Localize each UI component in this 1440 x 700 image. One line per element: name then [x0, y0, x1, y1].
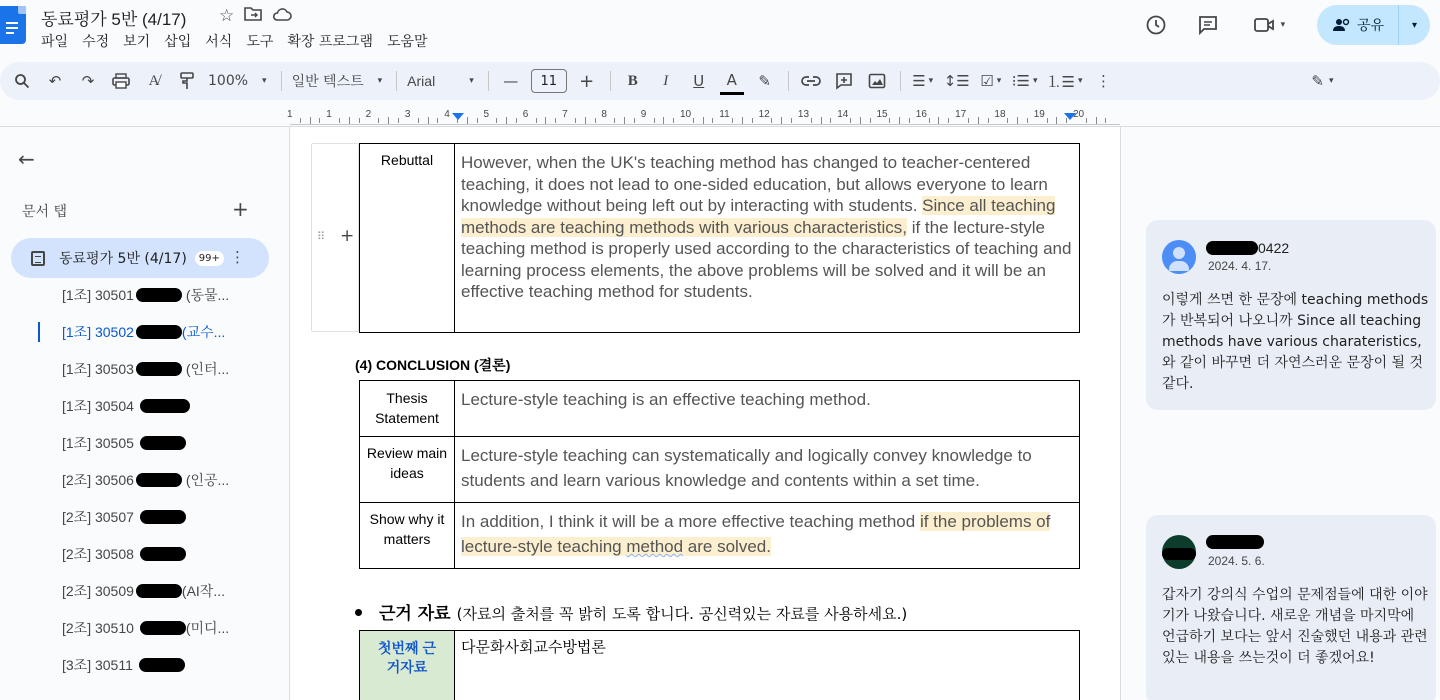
ruler-tick [388, 117, 389, 124]
text-run: In addition, I think it will be a more effective teaching method [461, 512, 920, 531]
ruler-tick [575, 118, 576, 123]
evidence-label[interactable]: 첫번째 근거자료 [360, 631, 455, 700]
ruler-number: 4 [444, 109, 450, 120]
redaction [140, 436, 186, 450]
sub-tab-label: [1조] 30501 [62, 287, 134, 303]
ruler-tick [310, 117, 311, 124]
comment-author [1206, 535, 1264, 549]
ruler-number: 6 [522, 109, 529, 120]
ruler-tick [1047, 118, 1048, 123]
sub-tab-suffix: (인공... [185, 472, 230, 488]
sub-tab-item-current[interactable] [0, 322, 290, 359]
share-main[interactable] [1317, 5, 1398, 45]
comment-count-badge: 99+ [195, 251, 224, 266]
ruler-tick [978, 117, 979, 124]
redaction [136, 473, 182, 487]
ruler-number: 3 [404, 109, 411, 120]
text-run: However, when the UK's teaching method has changed to teacher-centered teaching, it does not lead to one-sided education, but allows everyone to learn knowledge without being left out by interacting with students. [461, 153, 1048, 215]
avatar [1162, 535, 1196, 569]
move-folder-icon[interactable] [244, 6, 262, 26]
toolbar-divider [900, 71, 901, 91]
ruler-tick [585, 117, 586, 124]
ruler-tick [378, 118, 379, 123]
ruler-tick [929, 118, 930, 123]
ruler-tick [319, 118, 320, 123]
tab-options-icon[interactable]: ⋮ [230, 248, 245, 266]
comment-card[interactable] [1146, 220, 1436, 410]
share-label: 공유 [1356, 18, 1384, 34]
active-tab-label: 동료평가 5반 (4/17) [59, 251, 187, 267]
sub-tab-item[interactable] [0, 396, 290, 433]
ruler-tick [614, 118, 615, 123]
redaction [140, 547, 186, 561]
ruler-number: 11 [719, 109, 730, 120]
zoom-select[interactable] [208, 73, 267, 89]
ruler-tick [437, 118, 438, 123]
ruler-number: 13 [797, 109, 810, 120]
thesis-text[interactable]: Lecture-style teaching is an effective teaching method. [455, 381, 1080, 437]
spelling-suggestion[interactable]: method [626, 537, 684, 556]
ruler-tick [948, 118, 949, 123]
ruler-number: 1 [287, 109, 293, 120]
sub-tab-list [0, 285, 290, 692]
back-arrow-icon[interactable]: ← [18, 147, 35, 171]
sub-tab-suffix: (동물... [185, 287, 230, 303]
why-label[interactable]: Show why it matters [360, 503, 455, 569]
evidence-note: (자료의 출처를 꼭 밝히 도록 합니다. 공신력있는 자료를 사용하세요.) [456, 605, 908, 623]
top-right-actions [1143, 5, 1430, 45]
menu-format[interactable]: 서식 [205, 34, 233, 50]
ruler-tick [693, 118, 694, 123]
ruler-tick [654, 118, 655, 123]
ruler-tick [889, 118, 890, 123]
rebuttal-label[interactable]: Rebuttal [360, 144, 455, 333]
menu-insert[interactable]: 삽입 [164, 34, 192, 50]
ruler-baseline [290, 124, 1120, 125]
redaction [139, 658, 185, 672]
rebuttal-text[interactable] [455, 144, 1080, 333]
drag-handle-icon[interactable]: ⠿ [317, 230, 325, 243]
italic-icon[interactable]: I [663, 72, 669, 89]
sub-tab-item[interactable] [0, 507, 290, 544]
table-row [360, 503, 1080, 569]
table-row [360, 437, 1080, 503]
document-icon [31, 251, 45, 266]
title-bar [0, 0, 1440, 60]
ruler-number: 10 [680, 109, 692, 120]
ruler-tick [968, 118, 969, 123]
history-icon[interactable] [1143, 12, 1169, 38]
comment-card[interactable] [1146, 515, 1436, 700]
author-suffix: 0422 [1258, 240, 1290, 256]
sub-tab-label: [1조] 30505 [62, 435, 134, 451]
menu-extensions[interactable]: 확장 프로그램 [287, 34, 373, 50]
ruler-tick [752, 118, 753, 123]
cloud-status-icon[interactable] [272, 6, 292, 26]
ruler-tick [1017, 117, 1018, 124]
add-comment-icon[interactable] [832, 67, 856, 95]
ruler-tick [545, 117, 546, 124]
ruler-tick [496, 118, 497, 123]
redaction [140, 621, 186, 635]
people-icon [1333, 18, 1351, 32]
sub-tab-label: [2조] 30509 [62, 583, 134, 599]
docs-logo-icon[interactable] [0, 6, 26, 44]
checklist-icon[interactable]: ☑ ▾ [980, 72, 1002, 90]
sub-tab-label: [2조] 30508 [62, 546, 134, 562]
comment-date: 2024. 4. 17. [1208, 259, 1272, 273]
ruler-number: 7 [562, 109, 568, 120]
avatar [1162, 240, 1196, 274]
comment-date: 2024. 5. 6. [1208, 554, 1265, 568]
ruler-tick [418, 118, 419, 123]
ruler-tick [909, 118, 910, 123]
table-row [360, 381, 1080, 437]
toolbar-divider [788, 71, 789, 91]
style-select[interactable] [292, 71, 383, 91]
ruler-tick [988, 118, 989, 123]
sub-tab-item[interactable] [0, 655, 290, 692]
ruler-tick [1096, 117, 1097, 124]
ruler-tick [663, 117, 664, 124]
redaction [1206, 535, 1264, 549]
ruler-tick [634, 118, 635, 123]
share-button[interactable] [1317, 5, 1430, 45]
sub-tab-item[interactable] [0, 359, 290, 396]
undo-icon[interactable]: ↶ [48, 72, 62, 90]
table-row-handle[interactable] [311, 143, 359, 332]
ruler-tick [673, 118, 674, 123]
document-page[interactable] [291, 127, 1120, 700]
comments-icon[interactable] [1195, 12, 1221, 38]
link-icon[interactable] [799, 67, 823, 95]
share-dropdown-icon[interactable]: ▾ [1398, 5, 1430, 45]
underline-icon[interactable]: U [693, 72, 705, 90]
tabs-label: 문서 탭 [22, 204, 68, 220]
comment-body: 이렇게 쓰면 한 문장에 teaching methods가 반복되어 나오니까 Since all teaching methods have various charateristics, 와 같이 바꾸면 더 자연스러운 문장이 될 것 같다. [1162, 292, 1429, 392]
ruler-tick [938, 117, 939, 124]
insert-image-icon[interactable] [865, 67, 889, 95]
table-row [360, 144, 1080, 333]
toolbar-divider [488, 71, 489, 91]
review-label[interactable]: Review main ideas [360, 437, 455, 503]
menu-file[interactable]: 파일 [41, 34, 69, 50]
table-row [360, 631, 1080, 700]
menu-view[interactable]: 보기 [123, 34, 151, 50]
chevron-down-icon: ▾ [377, 76, 383, 86]
ruler-number: 12 [758, 109, 770, 120]
comment-author [1206, 240, 1289, 256]
sub-tab-suffix: (미디... [185, 620, 230, 636]
rebuttal-table [359, 143, 1080, 333]
why-text[interactable] [455, 503, 1080, 569]
add-tab-icon[interactable]: + [232, 197, 249, 221]
editing-mode-icon[interactable]: ✎ ▾ [1311, 72, 1334, 90]
redaction [1206, 241, 1258, 255]
decrease-font-size-icon[interactable]: — [503, 72, 519, 90]
spellcheck-icon[interactable]: A̸ [148, 72, 160, 89]
ruler-tick [516, 118, 517, 123]
menu-edit[interactable]: 수정 [82, 34, 110, 50]
toolbar-divider [281, 71, 282, 91]
ruler-tick [850, 118, 851, 123]
redaction [136, 362, 182, 376]
menu-bar [41, 31, 442, 51]
evidence-text[interactable]: 다문화사회교수방법론 [455, 631, 1080, 700]
ruler-tick [860, 117, 861, 124]
bullet-icon [355, 609, 362, 616]
active-tab[interactable] [11, 238, 269, 278]
ruler-tick [1086, 118, 1087, 123]
thesis-label[interactable]: Thesis Statement [360, 381, 455, 437]
sub-tab-label: [2조] 30506 [62, 472, 134, 488]
commented-text[interactable]: are solved. [683, 537, 771, 556]
sub-tab-item[interactable] [0, 618, 290, 655]
sub-tab-label: [2조] 30507 [62, 509, 134, 525]
sub-tab-label: [1조] 30504 [62, 398, 134, 414]
evidence-heading [355, 599, 907, 624]
sub-tab-label: [3조] 30511 [62, 657, 133, 673]
ruler-number: 19 [1033, 109, 1045, 120]
ruler-number: 16 [915, 109, 927, 120]
ruler-number: 5 [483, 109, 490, 120]
bold-icon[interactable]: B [627, 72, 638, 89]
ruler-number: 15 [876, 109, 888, 120]
sub-tab-item[interactable] [0, 581, 290, 618]
sub-tab-item[interactable] [0, 433, 290, 470]
ruler-number: 1 [326, 109, 332, 120]
ruler-tick [1105, 118, 1106, 123]
conclusion-heading: (4) CONCLUSION (결론) [355, 357, 511, 373]
meet-icon[interactable]: ▾ [1247, 12, 1291, 38]
menu-tools[interactable]: 도구 [246, 34, 274, 50]
ruler-tick [506, 117, 507, 124]
redo-icon[interactable]: ↷ [81, 72, 95, 90]
comment-body: 갑자기 강의식 수업의 문제점들에 대한 이야기가 나왔습니다. 새로운 개념을 마지막에 언급하기 보다는 앞서 진술했던 내용과 관련있는 내용을 쓰는것이 더 좋겠어요! [1162, 587, 1428, 666]
align-icon[interactable]: ☰ ▾ [912, 72, 934, 90]
redaction [140, 399, 190, 413]
ruler-tick [781, 117, 782, 124]
font-size-input[interactable]: 11 [531, 69, 567, 93]
text-run: if the lecture-style teaching method is properly used according to the characteristics of teaching and learning process elements, the above problems will be solved and it will be an effective teaching method for students. [461, 217, 1072, 301]
ruler-tick [398, 118, 399, 123]
redaction [140, 510, 186, 524]
redaction [136, 325, 182, 339]
chevron-down-icon: ▾ [469, 76, 474, 86]
sub-tab-item[interactable] [0, 544, 290, 581]
add-row-icon[interactable]: + [340, 226, 355, 246]
ruler-tick [339, 118, 340, 123]
paint-format-icon[interactable] [175, 67, 199, 95]
ruler-number: 9 [640, 109, 647, 120]
ruler-tick [1007, 118, 1008, 123]
ruler-number: 20 [1073, 109, 1085, 120]
ruler-number: 18 [994, 109, 1006, 120]
ruler-tick [821, 117, 822, 124]
menu-help[interactable]: 도움말 [386, 34, 428, 50]
ruler-number: 2 [365, 109, 372, 120]
ruler-tick [791, 118, 792, 123]
ruler-tick [870, 118, 871, 123]
title-icons [219, 6, 292, 26]
ruler-tick [830, 118, 831, 123]
ruler-tick [555, 118, 556, 123]
toolbar-divider [396, 71, 397, 91]
ruler-tick [536, 118, 537, 123]
ruler-tick [811, 118, 812, 123]
ruler-tick [477, 118, 478, 123]
sub-tab-item[interactable] [0, 470, 290, 507]
ruler-tick [732, 118, 733, 123]
ruler-number: 14 [837, 109, 849, 120]
ruler-tick [1027, 118, 1028, 123]
ruler-tick [349, 117, 350, 124]
ruler-tick [771, 118, 772, 123]
ruler-tick [742, 117, 743, 124]
document-title[interactable]: 동료평가 5반 (4/17) [41, 10, 187, 29]
ruler-number: 17 [955, 109, 967, 120]
numbered-list-icon[interactable]: ⒈☰ ▾ [1046, 72, 1083, 91]
ruler-tick [300, 118, 301, 123]
ruler-tick [712, 118, 713, 123]
left-indent-marker[interactable] [452, 113, 464, 120]
text-color-icon[interactable]: A [720, 67, 744, 95]
formatting-toolbar [0, 62, 1440, 100]
sub-tab-suffix: (인터... [185, 361, 230, 377]
review-text[interactable]: Lecture-style teaching can systematically and logically convey knowledge to students and learn various knowledge and contents within a set time. [455, 437, 1080, 503]
style-value: 일반 텍스트 [291, 74, 364, 90]
redaction [136, 288, 182, 302]
document-tabs-sidebar [0, 127, 290, 700]
ruler-tick [703, 117, 704, 124]
chevron-down-icon: ▾ [262, 76, 267, 86]
sub-tab-suffix: (교수... [181, 324, 226, 340]
ruler-tick [359, 118, 360, 123]
sub-tab-suffix: (AI작... [181, 583, 226, 599]
evidence-title: 근거 자료 [379, 604, 451, 624]
font-select[interactable] [407, 73, 474, 89]
highlight-icon[interactable]: ✎ [758, 72, 771, 90]
sub-tab-label: [1조] 30502 [62, 324, 134, 340]
line-spacing-icon[interactable]: ↕☰ [943, 72, 970, 90]
more-options-icon[interactable]: ⋮ [1095, 72, 1111, 90]
ruler[interactable] [287, 108, 1120, 126]
sub-tab-label: [2조] 30510 [62, 620, 134, 636]
zoom-value: 100% [208, 73, 249, 89]
commented-text[interactable]: Since all teaching methods are teaching methods with various characteristics, [461, 196, 1056, 237]
ruler-tick [624, 117, 625, 124]
print-icon[interactable] [109, 67, 133, 95]
page-edge [1120, 127, 1121, 700]
toolbar-divider [610, 71, 611, 91]
increase-font-size-icon[interactable]: + [579, 70, 595, 92]
bulleted-list-icon[interactable]: ⁝☰ ▾ [1011, 72, 1038, 90]
ruler-tick [467, 117, 468, 124]
search-icon[interactable] [10, 67, 34, 95]
sub-tab-item[interactable] [0, 285, 290, 322]
ruler-tick [595, 118, 596, 123]
ruler-tick [428, 117, 429, 124]
ruler-tick [899, 117, 900, 124]
ruler-number: 8 [601, 109, 607, 120]
right-indent-marker[interactable] [1064, 113, 1076, 120]
evidence-table [359, 630, 1080, 700]
conclusion-table [359, 380, 1080, 569]
redaction [136, 584, 182, 598]
star-icon[interactable]: ☆ [219, 6, 235, 26]
sub-tab-label: [1조] 30503 [62, 361, 134, 377]
ruler-tick [1056, 117, 1057, 124]
commented-text[interactable]: if the problems of lecture-style teaching [461, 512, 1051, 556]
font-value: Arial [407, 73, 436, 89]
